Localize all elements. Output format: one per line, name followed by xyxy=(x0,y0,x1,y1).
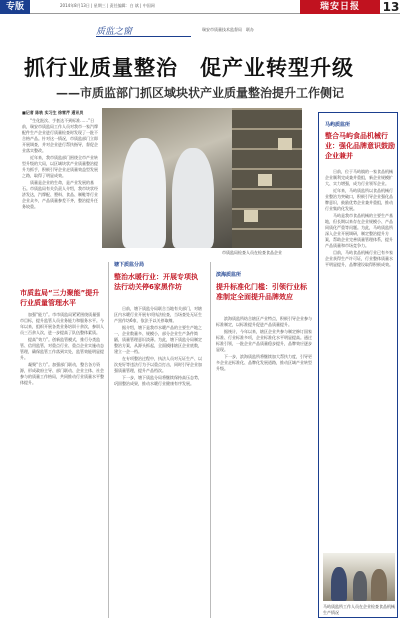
paragraph: 下一步，塘下质监分局将继续保持高压态势，巩固整治成果，推动水暖行业健康有序发展。 xyxy=(114,375,202,386)
right-box-title: 整合马屿食品机械行业：强化品牌意识鼓励企业兼并 xyxy=(325,132,395,160)
paragraph: 目前，马屿食品机械行业已有多家企业获得生产许可证，行业整体质量水平明显提升，品牌建设取得积极成效。 xyxy=(325,250,393,267)
section-tag: 专版 xyxy=(0,0,30,14)
paragraph: 凝聚“合力”。加强部门联动，整合各方资源，形成政府主导、部门联动、企业主体、社会参与的质量工作格局，共同推动行业质量水平整体提升。 xyxy=(20,362,104,385)
right-sidebar-box xyxy=(318,112,398,618)
right-box-text xyxy=(325,169,395,549)
middle-section-text xyxy=(114,306,204,618)
inspector-figure xyxy=(172,148,214,248)
paragraph: 提高“效力”。创新监管模式，推行分类监管、信用监管，对重点行业、重点企业实施动态管理，确保监管工作落到实处，监管效能明显提升。 xyxy=(20,337,104,360)
byline: ■记者 陈轶 实习生 徐雪芹 通讯员 xyxy=(22,110,84,115)
paragraph: 加强“能力”。市市质监局紧紧围绕质量强市目标，提升监管人员业务能力和服务水平。今年以来，组织开展各类业务培训十余次，参训人员三百余人次，进一步提高了队伍整体素质。 xyxy=(20,312,104,335)
inspector-figure xyxy=(122,138,166,248)
left-section-text xyxy=(20,312,104,618)
column-rule xyxy=(210,262,211,618)
column-divider xyxy=(96,36,191,37)
paragraph: 马屿是我市食品机械的主要生产基地，但长期以来存在企业规模小、产品同质化严重等问题。为此，马屿质监所深入企业开展调研，制定整治提升方案，帮助企业完善质量管理体系，提升产品质量和市场竞争力。 xyxy=(325,213,393,248)
paragraph: 日前，塘下质监分局联合当地有关部门，对辖区内水暖行业开展专项执法检查，当场查处无证生产黑作坊6家，依法予以关停取缔。 xyxy=(114,306,202,323)
center-section-title: 提升标准化门槛：引领行业标准制定全面提升品牌效应 xyxy=(216,283,307,301)
center-section-text xyxy=(216,316,312,618)
paragraph: 下一步，滨海质监所将继续加大帮扶力度，引导更多企业走标准化、品牌化发展道路，推动区域产业转型升级。 xyxy=(216,354,312,371)
right-box-photo xyxy=(323,553,395,601)
right-box-photo-caption: 马屿质监所工作人员在企业检查食品机械生产情况 xyxy=(323,604,395,615)
box-graphic xyxy=(244,210,258,222)
paragraph: 近年来，马屿质监所以食品机械行业整治为突破口，积极引导企业强化品牌意识，鼓励优势企业兼并重组，推动行业集约化发展。 xyxy=(325,188,393,211)
column-sponsor: 瑞安市质量技术监督局 联办 xyxy=(202,27,254,32)
paragraph: 近年来，我市质监部门围绕全市产业转型升级的大局，以区域块状产业质量整治提升为抓手，积极引导企业走质量效益型发展之路，取得了明显成效。 xyxy=(22,155,98,178)
page-number: 13 xyxy=(382,0,400,14)
middle-section-kicker: 塘下质监分局 xyxy=(114,262,145,268)
headline: 抓行业质量整治 促产业转型升级 xyxy=(24,56,354,80)
paragraph: 在专项整治过程中，执法人员对无证生产、以次充好等违法行为予以重点打击，同时引导企业加强质量管理，提升产品档次。 xyxy=(114,356,202,373)
column-logo: 质监之窗 xyxy=(96,27,133,37)
page-header xyxy=(0,0,400,14)
paragraph: 日前，位于马屿镇的一家食品机械企业顺利完成兼并重组，新企业规模扩大、实力增强，成为行业领军企业。 xyxy=(325,169,393,186)
column-rule xyxy=(108,262,109,618)
paper-name: 瑞安日报 xyxy=(300,0,380,14)
issue-info: 2014年8月13日 | 星期三 | 责任编辑：白 斌 | 中国网 xyxy=(60,3,155,8)
paragraph: 质量是企业的生命，是产业发展的基石。市质监局有关负责人介绍，我市块状经济发达，汽摩配、塑料、食品、制鞋等行业企业众多，产品质量参差不齐，整治提升任务较重。 xyxy=(22,180,98,209)
box-graphic xyxy=(278,138,292,150)
paragraph: “生化批次、手套达不到标准……”日前，瑞安市质监局工作人员对我市一家汽摩配件生产企业进行质量检查时发现了一批不合格产品。针对这一情况，市质监部门立即开展调查，并对企业进行帮扶指导，督促企业落实整改。 xyxy=(22,118,98,153)
left-section-title: 市质监局“三力聚能”提升行业质量管理水平 xyxy=(20,289,100,307)
center-section-kicker: 滨海质监所 xyxy=(216,272,242,278)
photo-caption: 市质监局检查人员在检查食品企业 xyxy=(222,250,282,255)
intro-text xyxy=(22,118,98,284)
subheadline: ——市质监部门抓区域块状产业质量整治提升工作侧记 xyxy=(56,86,345,100)
right-box-kicker: 马屿质监所 xyxy=(325,122,351,128)
person-figure xyxy=(353,571,367,601)
person-figure xyxy=(371,569,387,601)
person-figure xyxy=(331,567,347,601)
paragraph: 据统计，今年以来，辖区企业共参与制定修订国家标准、行业标准多项，企业标准化水平明显提高。通过标准引领，一批企业产品质量稳步提升，品牌效应逐步显现。 xyxy=(216,329,312,352)
paragraph: 据介绍，塘下是我市水暖产品的主要生产地之一，企业数量多、规模小，部分企业生产条件简陋，质量管理意识淡薄。为此，塘下质监分局制定整治方案，从源头抓起，全面摸排辖区企业底数，建立一企一档。 xyxy=(114,325,202,354)
paragraph: 滨海质监所结合辖区产业特点，积极引导企业参与标准制定，以标准提升促进产品质量提升。 xyxy=(216,316,312,327)
box-graphic xyxy=(258,174,272,186)
main-photo xyxy=(102,108,302,248)
middle-section-title: 整治水暖行业：开展专项执法行动关停6家黑作坊 xyxy=(114,273,198,291)
